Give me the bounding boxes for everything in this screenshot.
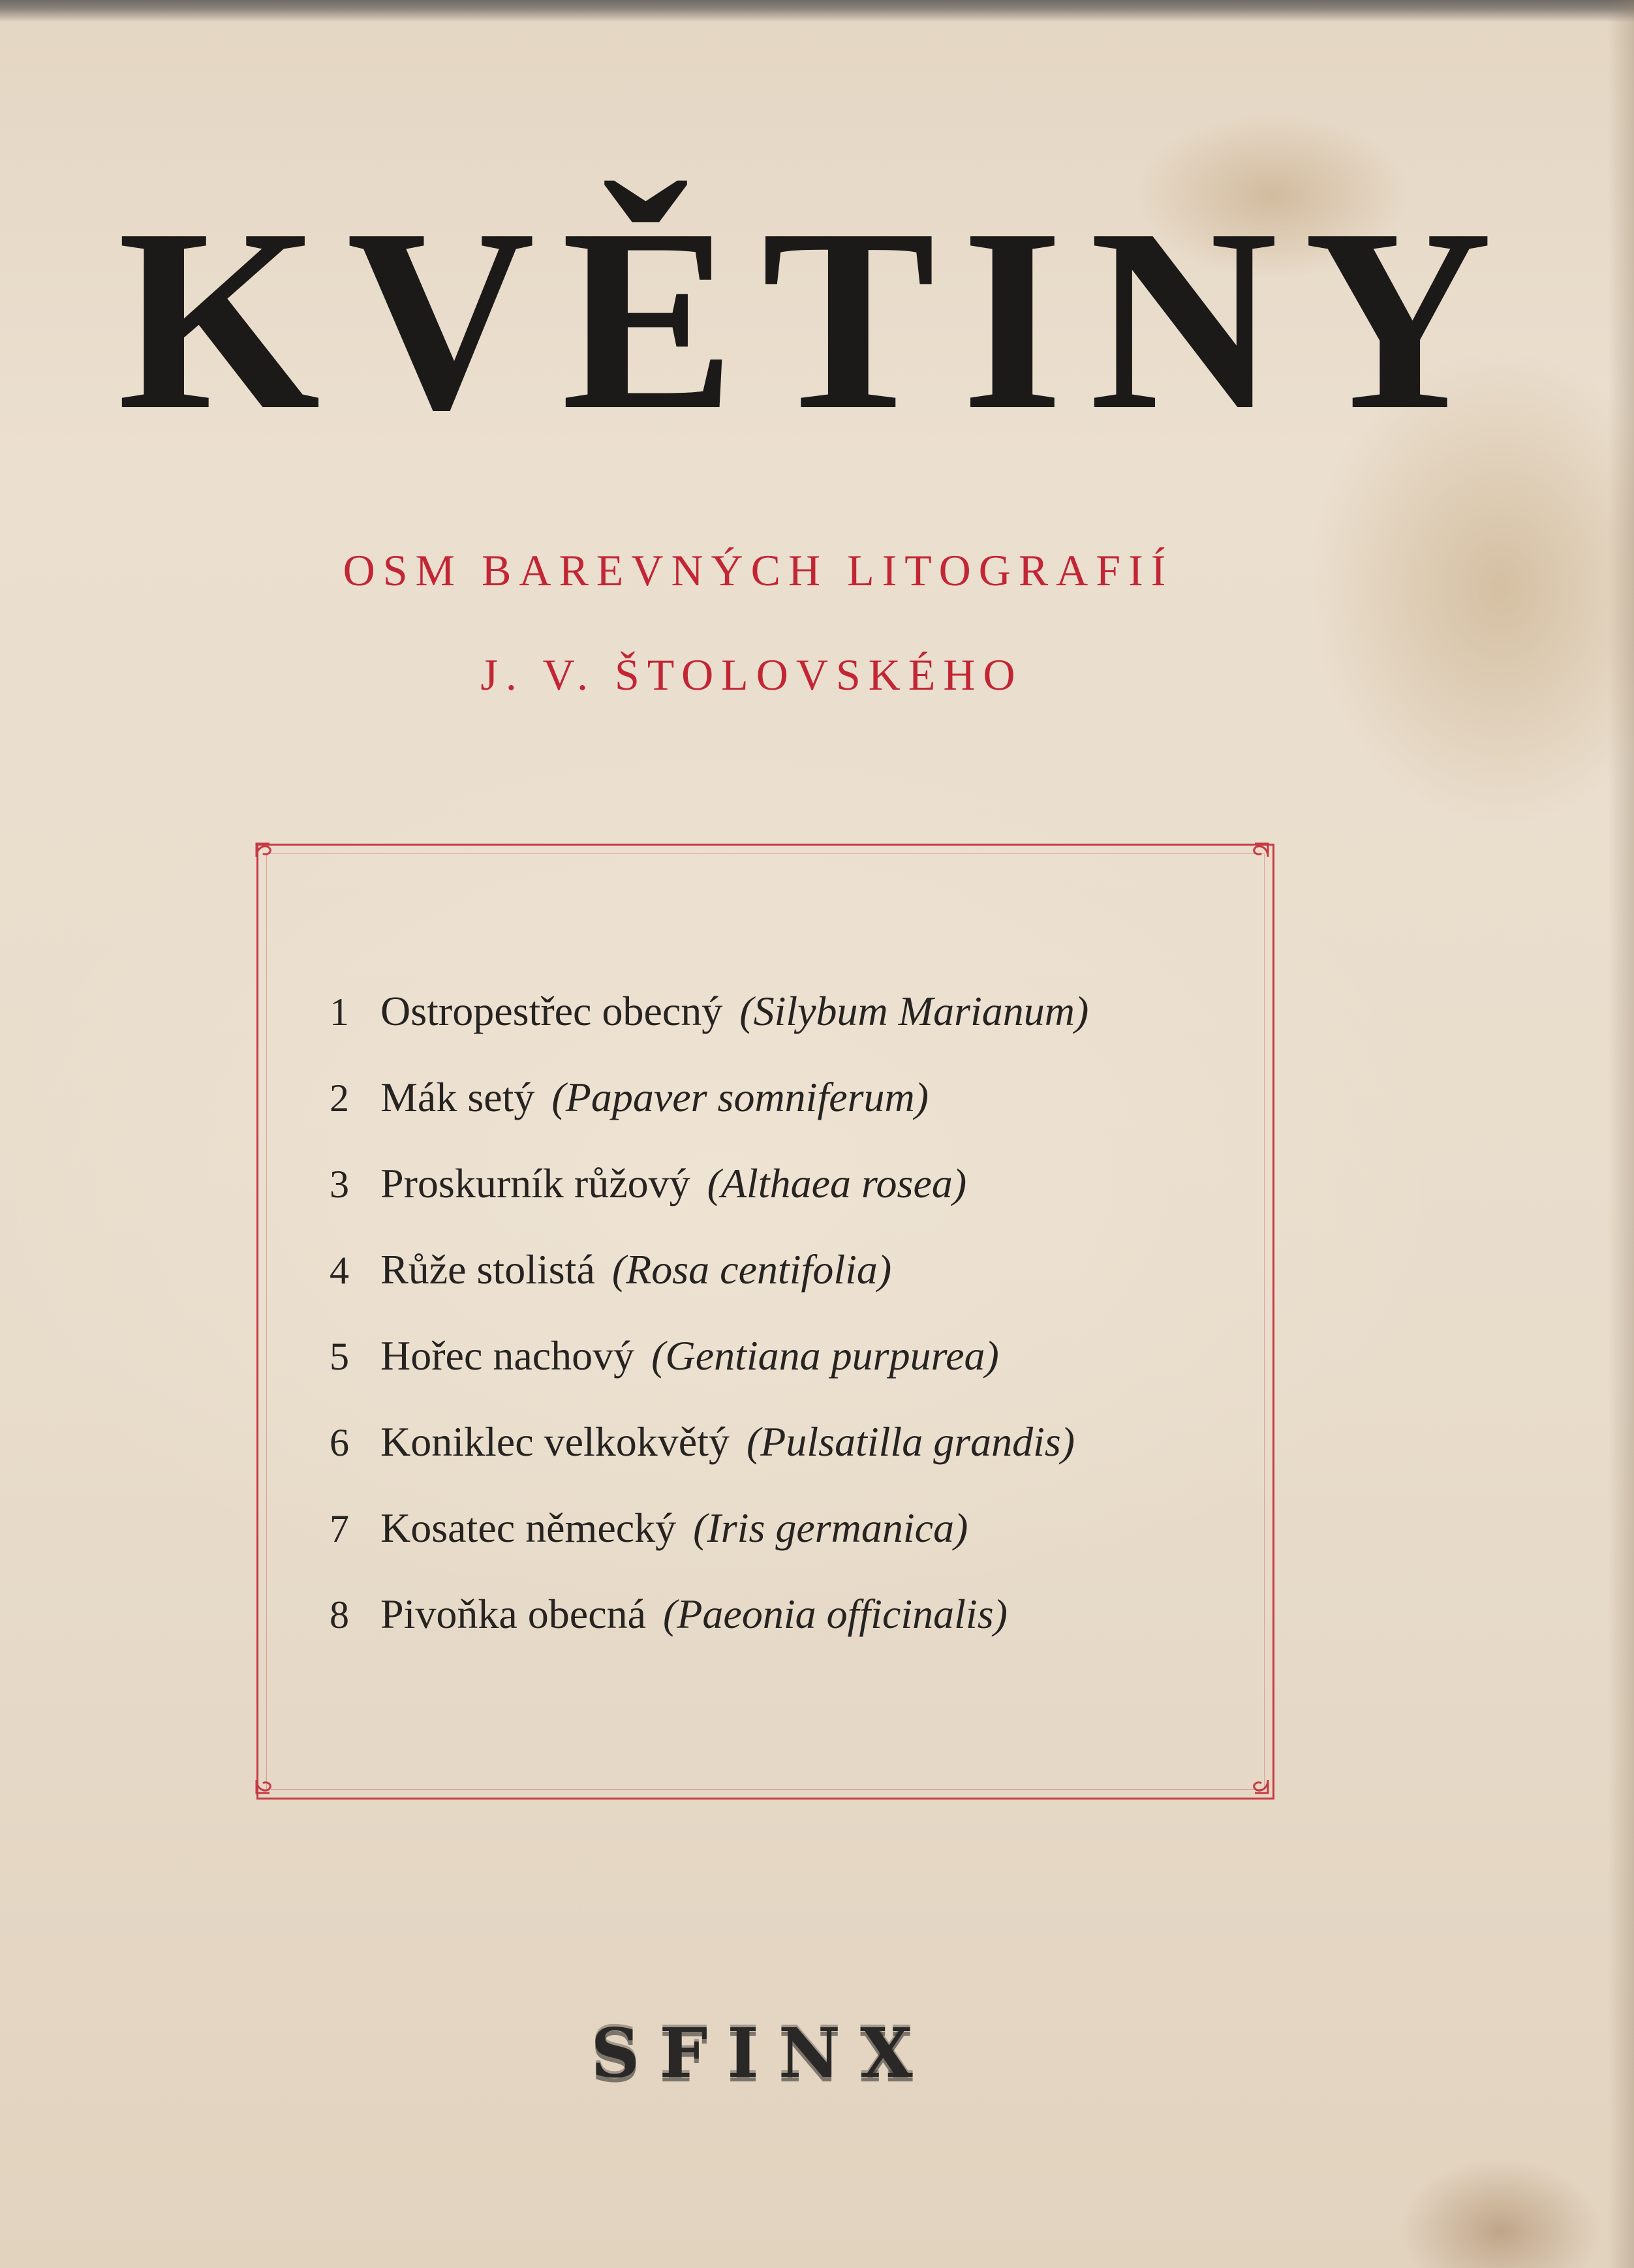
list-item [330, 1151, 1256, 1237]
list-item [330, 1323, 1256, 1409]
item-common-name: Ostropestřec obecný [380, 988, 723, 1034]
item-latin-name: (Gentiana purpurea) [651, 1332, 999, 1379]
lithograph-list [330, 979, 1256, 1668]
item-number: 3 [330, 1163, 349, 1206]
frame-corner-ornament-icon [1232, 1757, 1278, 1803]
cover-title: KVĚTINY [117, 175, 1518, 464]
item-latin-name: (Paeonia officinalis) [663, 1591, 1008, 1637]
frame-corner-ornament-icon [1232, 834, 1278, 880]
subtitle-line-1: OSM BAREVNÝCH LITOGRAFIÍ [343, 545, 1174, 595]
list-item [330, 1495, 1256, 1582]
item-common-name: Pivoňka obecná [380, 1591, 646, 1637]
item-number: 6 [330, 1421, 349, 1464]
frame-corner-ornament-icon [247, 1757, 292, 1803]
cover-top-edge [0, 0, 1634, 22]
list-item [330, 1065, 1256, 1151]
item-latin-name: (Iris germanica) [693, 1505, 968, 1551]
item-common-name: Koniklec velkokvětý [380, 1418, 730, 1465]
item-number: 8 [330, 1593, 349, 1636]
subtitle-line-2: J. V. ŠTOLOVSKÉHO [480, 650, 1023, 699]
cover-right-edge [1608, 0, 1634, 2268]
publisher-imprint: SFINX [591, 2013, 933, 2093]
item-common-name: Růže stolistá [380, 1246, 595, 1293]
list-item [330, 1582, 1256, 1668]
list-item [330, 1409, 1256, 1495]
item-number: 7 [330, 1507, 349, 1550]
item-latin-name: (Papaver somniferum) [551, 1074, 929, 1120]
item-number: 1 [330, 990, 349, 1034]
frame-corner-ornament-icon [247, 834, 292, 880]
item-number: 5 [330, 1335, 349, 1378]
item-latin-name: (Silybum Marianum) [739, 988, 1089, 1034]
item-latin-name: (Pulsatilla grandis) [746, 1418, 1075, 1465]
item-common-name: Kosatec německý [380, 1505, 677, 1551]
list-item [330, 1237, 1256, 1323]
item-common-name: Hořec nachový [380, 1332, 635, 1379]
item-common-name: Mák setý [380, 1074, 535, 1120]
item-latin-name: (Althaea rosea) [707, 1160, 967, 1206]
item-number: 4 [330, 1249, 349, 1292]
list-item [330, 979, 1256, 1065]
item-latin-name: (Rosa centifolia) [611, 1246, 892, 1293]
item-number: 2 [330, 1077, 349, 1120]
item-common-name: Proskurník růžový [380, 1160, 690, 1206]
